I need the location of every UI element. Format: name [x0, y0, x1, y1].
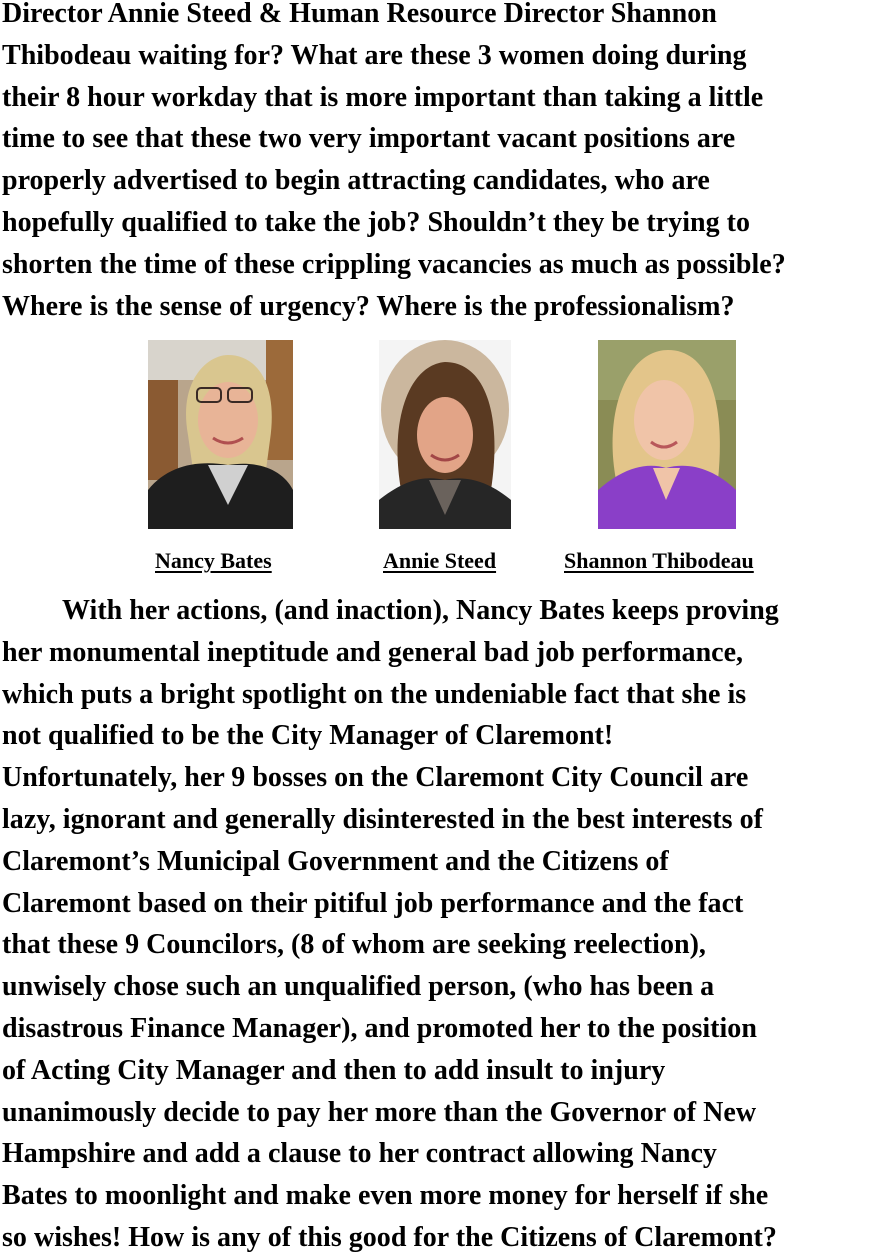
text-line-indented	[2, 590, 779, 632]
text-line: Bates to moonlight and make even more money for herself if she	[2, 1180, 769, 1212]
text-line: properly advertised to begin attracting candidates, who are	[2, 165, 710, 197]
text-line: With her actions, (and inaction), Nancy Bates keeps proving	[62, 595, 779, 626]
text-line: Claremont based on their pitiful job performance and the fact	[2, 887, 744, 919]
text-line: Director Annie Steed & Human Resource Director Shannon	[2, 0, 717, 29]
text-line: her monumental ineptitude and general bad job performance,	[2, 636, 744, 668]
text-line: lazy, ignorant and generally disinterested in the best interests of	[2, 803, 763, 835]
photo-shannon-thibodeau	[598, 340, 736, 529]
text-line: Thibodeau waiting for? What are these 3 women doing during	[2, 39, 747, 71]
text-line: which puts a bright spotlight on the undeniable fact that she is	[2, 678, 747, 710]
caption-annie-steed: Annie Steed	[383, 548, 497, 573]
text-line: so wishes! How is any of this good for the Citizens of Claremont?	[2, 1221, 777, 1253]
text-line: Where is the sense of urgency? Where is the professionalism?	[2, 290, 735, 322]
text-line: Claremont’s Municipal Government and the Citizens of	[2, 845, 669, 877]
paragraph-top	[2, 0, 786, 327]
text-line: unwisely chose such an unqualified person, (who has been a	[2, 971, 715, 1003]
photo-annie-steed	[379, 340, 511, 529]
text-line: disastrous Finance Manager), and promoted her to the position	[2, 1012, 757, 1044]
text-line: unanimously decide to pay her more than the Governor of New	[2, 1096, 757, 1128]
text-line: time to see that these two very important vacant positions are	[2, 123, 736, 155]
paragraph-bottom	[2, 590, 779, 1259]
caption-nancy-bates: Nancy Bates	[155, 548, 272, 573]
text-line: shorten the time of these crippling vacancies as much as possible?	[2, 248, 786, 280]
text-line: of Acting City Manager and then to add insult to injury	[2, 1054, 666, 1086]
text-line: Unfortunately, her 9 bosses on the Claremont City Council are	[2, 762, 749, 794]
photo-nancy-bates	[148, 340, 293, 529]
text-line: Hampshire and add a clause to her contract allowing Nancy	[2, 1138, 717, 1170]
text-line: not qualified to be the City Manager of Claremont!	[2, 720, 614, 752]
caption-shannon-thibodeau: Shannon Thibodeau	[564, 548, 754, 573]
text-line: their 8 hour workday that is more important than taking a little	[2, 81, 764, 113]
text-line: hopefully qualified to take the job? Shouldn’t they be trying to	[2, 206, 751, 238]
text-line: that these 9 Councilors, (8 of whom are seeking reelection),	[2, 929, 706, 961]
